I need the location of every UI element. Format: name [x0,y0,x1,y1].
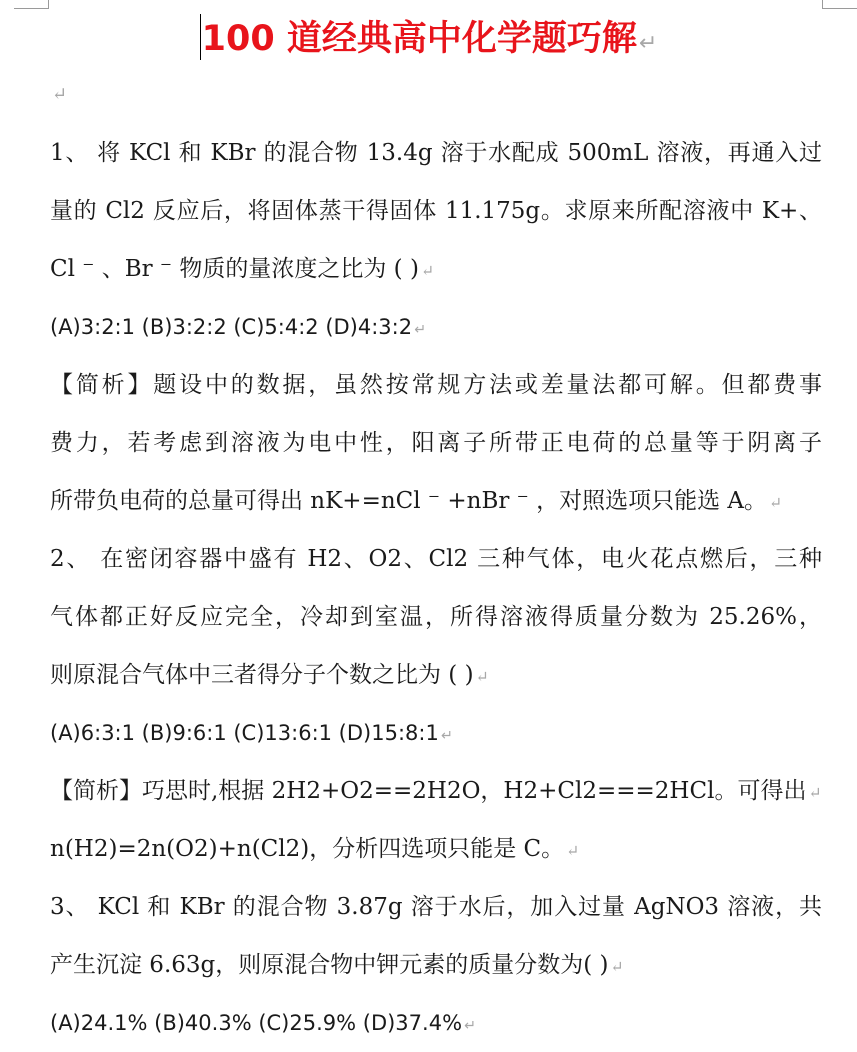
document-body[interactable] [50,124,822,1052]
line-text: 费力，若考虑到溶液为电中性，阳离子所带正电荷的总量等于阴离子 [50,430,822,456]
line-text: 3、 KCl 和 KBr 的混合物 3.87g 溶于水后，加入过量 AgNO3 溶液，共 [50,894,822,920]
line-text: 产生沉淀 6.63g，则原混合物中钾元素的质量分数为( ) [50,952,609,978]
text-line [50,414,822,472]
empty-paragraph[interactable] [50,80,67,110]
paragraph-mark-icon: ↵ [52,84,68,105]
text-line [50,994,822,1052]
paragraph-mark-icon: ↵ [420,261,435,280]
text-line [50,936,822,994]
line-text: 1、 将 KCl 和 KBr 的混合物 13.4g 溶于水配成 500mL 溶液，再通入过 [50,140,822,166]
line-text: (A)6:3:1 (B)9:6:1 (C)13:6:1 (D)15:8:1 [50,721,439,745]
text-line [50,530,822,588]
text-cursor [200,14,201,60]
text-line [50,878,822,936]
line-text: n(H2)=2n(O2)+n(Cl2)，分析四选项只能是 C。 [50,836,565,862]
text-line [50,704,822,762]
text-line [50,588,822,646]
line-text: 所带负电荷的总量可得出 nK+=nCl ⁻ +nBr ⁻ ，对照选项只能选 A。 [50,488,768,514]
paragraph-mark-icon: ↵ [414,322,427,338]
line-text: 【简析】题设中的数据，虽然按常规方法或差量法都可解。但都费事 [50,372,822,398]
paragraph-mark-icon: ↵ [769,493,783,512]
line-text: 气体都正好反应完全，冷却到室温，所得溶液得质量分数为 25.26%， [50,604,822,630]
line-text: Cl ⁻ 、Br ⁻ 物质的量浓度之比为 ( ) [50,256,419,282]
text-line [50,182,822,240]
page-corner-mark-left [14,0,49,9]
text-line [50,240,822,298]
paragraph-mark-icon: ↵ [638,31,658,56]
document-title[interactable] [0,14,857,68]
paragraph-mark-icon: ↵ [475,667,489,686]
text-line [50,762,822,820]
text-line [50,472,822,530]
title-text: 100 道经典高中化学题巧解 [201,19,637,59]
text-line [50,124,822,182]
page-corner-mark-right [822,0,857,9]
paragraph-mark-icon: ↵ [464,1018,476,1034]
line-text: (A)3:2:1 (B)3:2:2 (C)5:4:2 (D)4:3:2 [50,315,413,339]
line-text: (A)24.1% (B)40.3% (C)25.9% (D)37.4% [50,1011,463,1035]
text-line [50,298,822,356]
text-line [50,646,822,704]
line-text: 【简析】巧思时,根据 2H2+O2==2H2O，H2+Cl2===2HCl。可得出 [50,778,807,804]
line-text: 则原混合气体中三者得分子个数之比为 ( ) [50,662,474,688]
line-text: 2、 在密闭容器中盛有 H2、O2、Cl2 三种气体，电火花点燃后，三种 [50,546,822,572]
line-text: 量的 Cl2 反应后，将固体蒸干得固体 11.175g。求原来所配溶液中 K+、 [50,198,822,224]
text-line [50,356,822,414]
paragraph-mark-icon: ↵ [610,957,624,976]
paragraph-mark-icon: ↵ [566,841,580,860]
paragraph-mark-icon: ↵ [808,783,822,802]
paragraph-mark-icon: ↵ [440,728,453,744]
text-line [50,820,822,878]
